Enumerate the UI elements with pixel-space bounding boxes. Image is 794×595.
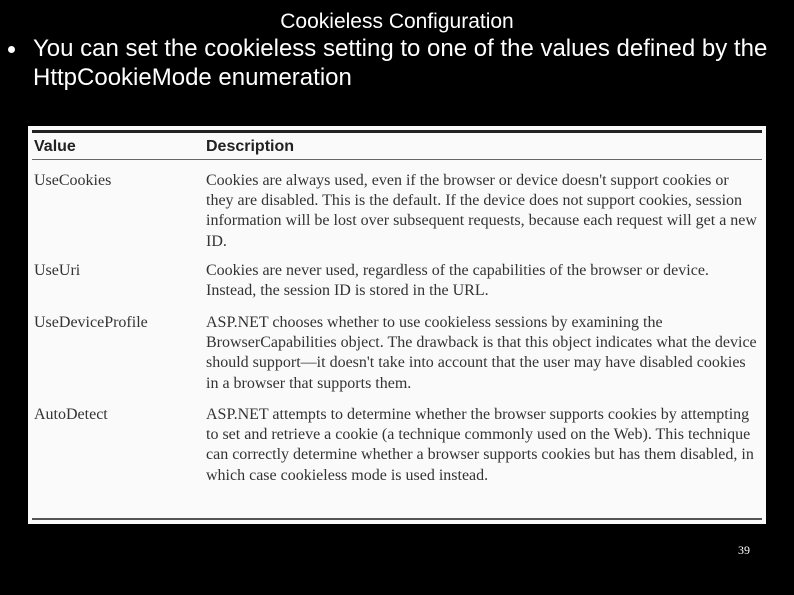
table-row-value: AutoDetect	[34, 406, 108, 423]
column-header-value: Value	[34, 138, 76, 155]
table-bottom-rule	[32, 518, 762, 520]
table-row-description: Cookies are never used, regardless of the capabilities of the browser or device. Instead, the session ID is stored in the URL.	[206, 262, 709, 300]
table-row-description: ASP.NET attempts to determine whether the browser supports cookies by attempting to set and retrieve a cookie (a technique commonly used on the Web). This technique can correctly determine whether a browser supports cookies but has them disabled, in which case cookieless mode is used instead.	[206, 406, 754, 484]
table-row-value: UseCookies	[34, 172, 112, 189]
table-row-value: UseDeviceProfile	[34, 314, 148, 331]
bullet-item	[8, 34, 792, 92]
table-row-description: ASP.NET chooses whether to use cookieless sessions by examining the BrowserCapabilities object. The drawback is that this object indicates what the device should support—it doesn't take into account that the user may have disabled cookies in a browser that supports them.	[206, 314, 757, 392]
column-header-description: Description	[206, 138, 295, 155]
cookieless-mode-table	[28, 126, 766, 524]
table-row-description: Cookies are always used, even if the browser or device doesn't support cookies or they are disabled. This is the default. If the device does not support cookies, session information will be lost over subsequent requests, because each request will get a new ID.	[206, 172, 757, 250]
table-row-value: UseUri	[34, 262, 81, 279]
page-number: 39	[738, 543, 750, 557]
bullet-dot-icon	[8, 46, 15, 53]
bullet-text: You can set the cookieless setting to one of the values defined by the HttpCookieMode enumeration	[33, 35, 768, 91]
slide-title: Cookieless Configuration	[280, 10, 514, 33]
table-header-rule	[32, 159, 762, 160]
table-top-rule	[32, 130, 762, 133]
